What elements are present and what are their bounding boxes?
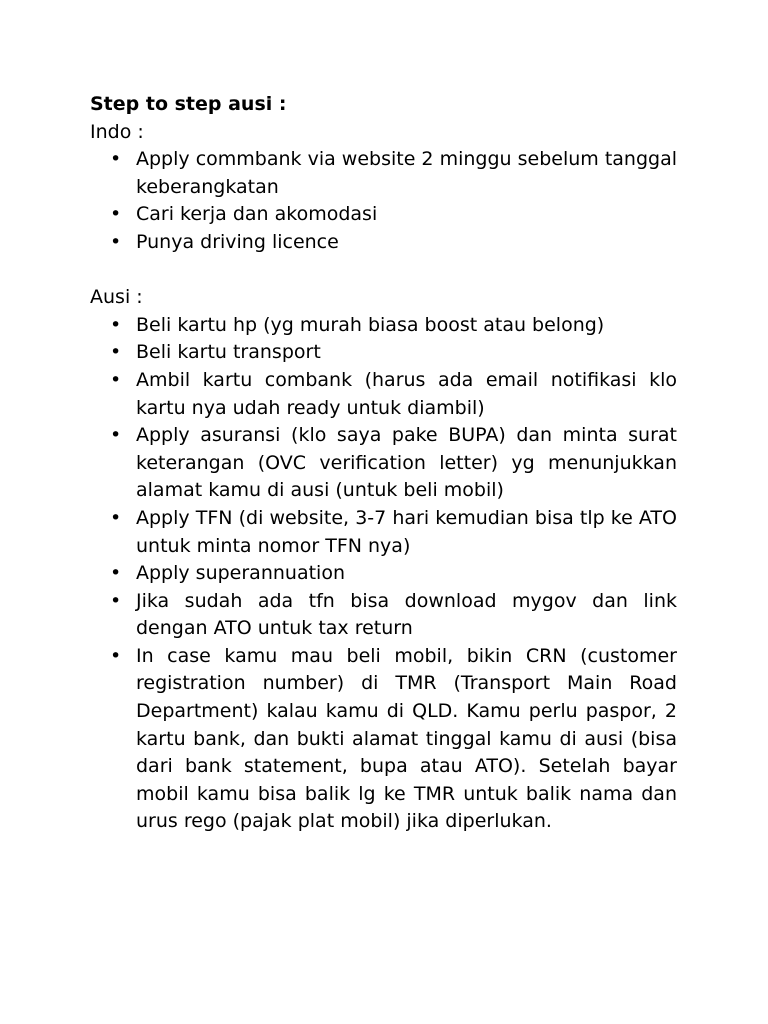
list-item: • Jika sudah ada tfn bisa download mygov dan link dengan ATO untuk tax return — [110, 589, 677, 640]
bullet-icon: • — [110, 644, 122, 667]
paragraph-spacer — [90, 257, 677, 285]
bullet-icon: • — [110, 203, 122, 226]
bullet-icon: • — [110, 148, 122, 171]
list-item: • Apply superannuation — [90, 560, 677, 588]
bullet-icon: • — [110, 589, 122, 612]
list-item: • Beli kartu transport — [90, 339, 677, 367]
bullet-icon: • — [110, 562, 122, 585]
bullet-icon: • — [110, 368, 122, 391]
document-title: Step to step ausi : — [90, 93, 287, 115]
indo-list — [90, 146, 677, 256]
list-item: • Apply TFN (di website, 3-7 hari kemudian bisa tlp ke ATO untuk minta nomor TFN nya) — [110, 506, 677, 557]
list-item: • Apply asuransi (klo saya pake BUPA) dan minta surat keterangan (OVC verification letter) yg menunjukkan alamat kamu di ausi (untuk beli mobil) — [110, 424, 677, 502]
list-item: • Ambil kartu combank (harus ada email notifikasi klo kartu nya udah ready untuk diambil) — [110, 368, 677, 419]
section-label-ausi: Ausi : — [90, 286, 143, 309]
list-item: • Punya driving licence — [90, 229, 677, 257]
list-item: • Apply commbank via website 2 minggu sebelum tanggal keberangkatan — [110, 148, 677, 198]
bullet-icon: • — [110, 341, 122, 364]
list-item: • Beli kartu hp (yg murah biasa boost atau belong) — [90, 312, 677, 340]
list-item: • In case kamu mau beli mobil, bikin CRN (customer registration number) di TMR (Transport Main Road Department) kalau kamu di QLD. Kamu perlu paspor, 2 kartu bank, dan bukti alamat tinggal kamu di ausi (bisa dari bank statement, bupa atau ATO). Setelah bayar mobil kamu bisa balik lg ke TMR untuk balik nama dan urus rego (pajak plat mobil) jika diperlukan. — [110, 644, 677, 833]
section-label-indo: Indo : — [90, 120, 144, 143]
bullet-icon: • — [110, 424, 122, 447]
bullet-icon: • — [110, 313, 122, 336]
document-page — [90, 91, 677, 836]
bullet-icon: • — [110, 506, 122, 529]
bullet-icon: • — [110, 230, 122, 253]
ausi-list — [90, 312, 677, 836]
list-item: • Cari kerja dan akomodasi — [90, 201, 677, 229]
